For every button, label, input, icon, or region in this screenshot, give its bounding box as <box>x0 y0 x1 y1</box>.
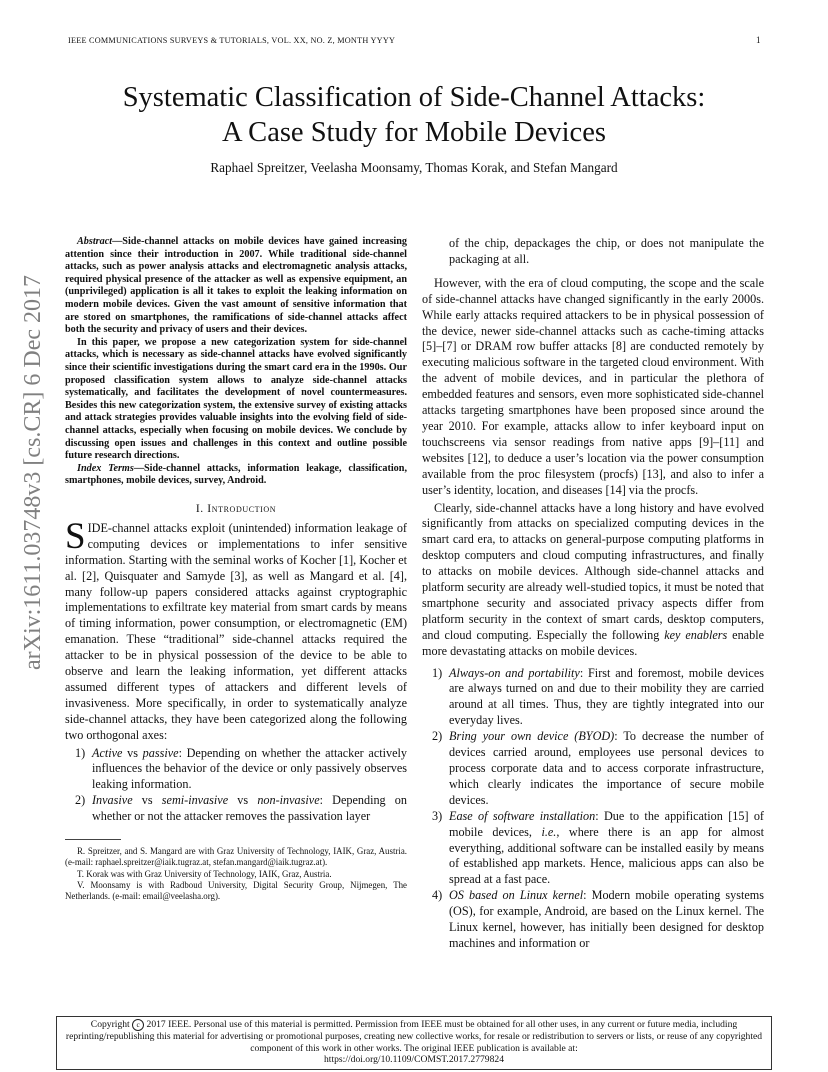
intro-paragraph-1: IDE-channel attacks exploit (unintended) information leakage of computing devices or implementations to infer sensitive information. Starting with the seminal works of Kocher [1], Kocher et al. [2], Quisquater and Samyde [3], as well as Mangard et al. [4], many follow-up papers considered attacks against cryptographic implementations to exfiltrate key material from smart cards by means of timing information, power consumption, or electromagnetic (EM) emanation. These “traditional” side-channel attacks required the attacker to be in physical possession of the device to be able to observe and learn the leaking information, yet different attacks assumed different types of attackers and different levels of invasiveness. More specifically, in order to systematically analyze side-channel attacks, they have been categorized along the following two orthogonal axes: <box>65 520 407 742</box>
right-column <box>422 236 764 952</box>
index-terms-text: —Side-channel attacks, information leakage, classification, smartphones, mobile devices, survey, Android. <box>65 462 407 487</box>
abstract-label: Abstract <box>77 236 113 247</box>
introduction-body <box>65 515 408 825</box>
abstract-paragraph-2: In this paper, we propose a new categorization system for side-channel attacks, which is necessary as side-channel attacks have evolved significantly since their scientific investigations during the smart card era in the 1990s. Our proposed classification system allows to analyze side-channel attacks systematically, and facilitates the development of novel countermeasures. Besides this new categorization system, the extensive survey of existing attacks and attack strategies provides valuable insights into the evolving field of side-channel attacks, especially when focusing on mobile devices. We conclude by discussing open issues and challenges in this context and outline possible future research directions. <box>65 336 407 462</box>
copyright-icon: c <box>132 1019 144 1031</box>
list-item: 2) Invasive vs semi-invasive vs non-invasive: Depending on whether or not the attacker removes the passivation layer <box>75 793 407 824</box>
list-item: 2) Bring your own device (BYOD): To decrease the number of devices carried around, employees use personal devices to process corporate data and to access corporate infrastructure, which clearly indicates the importance of secure mobile devices. <box>432 729 764 807</box>
footnote: R. Spreitzer, and S. Mangard are with Graz University of Technology, IAIK, Graz, Austria. (e-mail: raphael.spreitzer@iaik.tugraz.at, stefan.mangard@iaik.tugraz.at). <box>65 846 407 868</box>
running-header: IEEE COMMUNICATIONS SURVEYS & TUTORIALS, VOL. XX, NO. Z, MONTH YYYY <box>68 36 396 45</box>
axes-list <box>65 746 407 826</box>
list-item: 4) OS based on Linux kernel: Modern mobile operating systems (OS), for example, Android, are based on the Linux kernel. The Linux kernel, however, has initially been designed for desktop machines and information or <box>432 888 764 950</box>
arxiv-stamp: arXiv:1611.03748v3 [cs.CR] 6 Dec 2017 <box>20 274 46 670</box>
axes-continuation: of the chip, depackages the chip, or does not manipulate the packaging at all. <box>449 236 764 266</box>
index-terms <box>65 463 407 488</box>
footnote-divider <box>65 839 121 840</box>
paragraph-key-enablers: Clearly, side-channel attacks have a long history and have evolved significantly from attacks on specialized computing devices in the smart card era, to attacks on general-purpose computing platforms in desktop computers and cloud computing infrastructures, and finally to attacks on mobile devices. Although side-channel attacks and platform security are already well-studied topics, it must be noted that smartphone security and associated privacy aspects differ from platform security in the context of smart cards, desktop computers, and cloud computing. Especially the following key enablers enable more devastating attacks on mobile devices. <box>422 500 764 658</box>
list-item: 1) Active vs passive: Depending on whether the attacker actively influences the behavior of the device or only passively observes leaking information. <box>75 745 408 792</box>
paragraph-cloud-era: However, with the era of cloud computing, the scope and the scale of side-channel attacks have changed significantly in the early 2000s. While early attacks required attackers to be in physical possession of the device, newer side-channel attacks such as cache-timing attacks [5]–[7] or DRAM row buffer attacks [8] are conducted remotely by executing malicious software in the targeted cloud environment. With the advent of mobile devices, and in particular the plethora of embedded features and sensors, even more sophisticated side-channel attacks targeting smartphones have been proposed since around the year 2010. For example, attacks allow to infer keyboard input on touchscreens via sensor readings from native apps [9]–[11] and websites [12], to deduce a user’s location via the power consumption available from the proc filesystem (procfs) [13], and also to infer a user’s identity, location, and diseases [14] via the procfs. <box>422 275 764 497</box>
copyright-text: 2017 IEEE. Personal use of this material is permitted. Permission from IEEE must be obtained for all other uses, in any current or future media, including reprinting/republishing this material for advertising or promotional purposes, creating new collective works, for resale or redistribution to servers or lists, or reuse of any copyrighted component of this work in other works. The original IEEE publication is available at: <box>65 1019 763 1054</box>
index-terms-label: Index Terms <box>77 462 134 474</box>
left-column <box>65 236 407 902</box>
copyright-prefix: Copyright <box>90 1019 130 1030</box>
section-heading-introduction: I. Introduction <box>195 501 277 515</box>
list-item: 1) Always-on and portability: First and foremost, mobile devices are always turned on and due to their mobility they are carried around at all times. Thus, they are tightly integrated into our everyday lives. <box>432 665 764 728</box>
abstract-text: —Side-channel attacks on mobile devices have gained increasing attention since their introduction in 2007. While traditional side-channel attacks, such as power analysis attacks and electromagnetic analysis attacks, required physical presence of the attacker as well as expensive equipment, an (unprivileged) application is all it takes to exploit the leaking information on modern mobile devices. Given the vast amount of sensitive information that are stored on smartphones, the ramifications of side-channel attacks affect both the security and privacy of users and their devices. <box>65 236 407 336</box>
footnote: T. Korak was with Graz University of Technology, IAIK, Graz, Austria. <box>77 868 332 879</box>
key-enablers-list <box>422 666 764 952</box>
doi-link[interactable]: https://doi.org/10.1109/COMST.2017.2779824 <box>324 1054 504 1066</box>
copyright-notice <box>56 1016 772 1070</box>
drop-cap: S <box>65 515 86 557</box>
author-footnotes <box>65 846 407 902</box>
title-line-2: A Case Study for Mobile Devices <box>222 117 606 148</box>
abstract <box>65 236 407 488</box>
paper-title <box>40 80 788 150</box>
author-list: Raphael Spreitzer, Veelasha Moonsamy, Thomas Korak, and Stefan Mangard <box>210 160 618 175</box>
footnote: V. Moonsamy is with Radboud University, Digital Security Group, Nijmegen, The Netherlands. (e-mail: email@veelasha.org). <box>65 879 407 901</box>
title-line-1: Systematic Classification of Side-Channel Attacks: <box>122 82 706 113</box>
page-number: 1 <box>756 35 761 45</box>
list-item: 3) Ease of software installation: Due to the appification [15] of mobile devices, i.e., where there is an app for almost everything, additional software can be installed easily by means of established app markets. Hence, malicious apps can also be spread at a fast pace. <box>432 808 764 887</box>
